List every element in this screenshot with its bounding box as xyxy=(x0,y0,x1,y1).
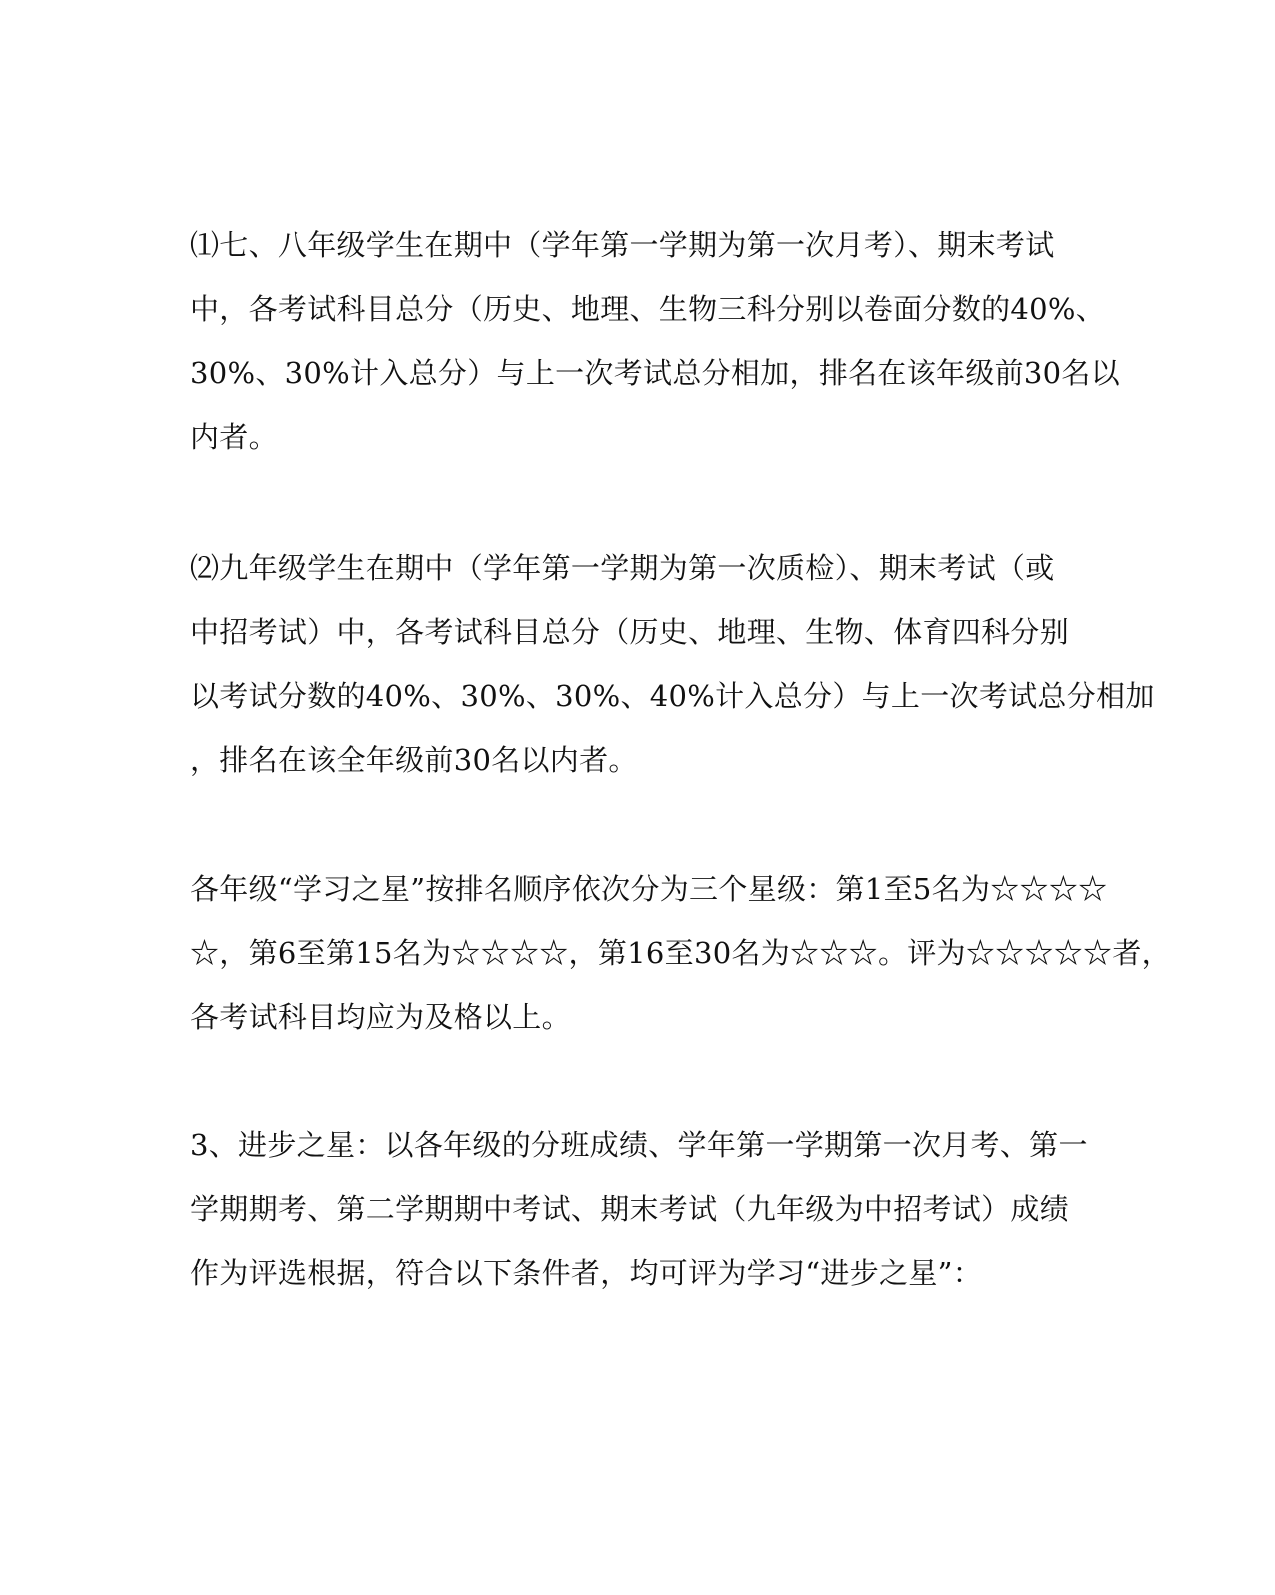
text-line: 3、进步之星：以各年级的分班成绩、学年第一学期第一次月考、第一 xyxy=(190,1128,1088,1162)
text-line: 内者。 xyxy=(190,420,278,454)
text-line: 作为评选根据，符合以下条件者，均可评为学习“进步之星”： xyxy=(190,1256,983,1290)
text-line: ，排名在该全年级前30名以内者。 xyxy=(190,743,638,777)
text-line: 学期期考、第二学期期中考试、期末考试（九年级为中招考试）成绩 xyxy=(190,1192,1070,1226)
paragraph-grade-7-8-criteria xyxy=(190,213,1121,469)
text-line: ☆，第6至第15名为☆☆☆☆，第16至30名为☆☆☆。评为☆☆☆☆☆者， xyxy=(190,936,1171,970)
paragraph-progress-star xyxy=(190,1113,1088,1305)
text-line: 中，各考试科目总分（历史、地理、生物三科分别以卷面分数的40%、 xyxy=(190,292,1106,326)
text-line: 各年级“学习之星”按排名顺序依次分为三个星级：第1至5名为☆☆☆☆ xyxy=(190,872,1108,906)
text-line: ⑴七、八年级学生在期中（学年第一学期为第一次月考）、期末考试 xyxy=(190,228,1055,262)
text-line: 各考试科目均应为及格以上。 xyxy=(190,1000,571,1034)
paragraph-star-levels xyxy=(190,857,1171,1049)
text-line: ⑵九年级学生在期中（学年第一学期为第一次质检）、期末考试（或 xyxy=(190,551,1055,585)
text-line: 30%、30%计入总分）与上一次考试总分相加，排名在该年级前30名以 xyxy=(190,356,1121,390)
paragraph-grade-9-criteria xyxy=(190,536,1155,792)
text-line: 以考试分数的40%、30%、30%、40%计入总分）与上一次考试总分相加 xyxy=(190,679,1155,713)
text-line: 中招考试）中，各考试科目总分（历史、地理、生物、体育四科分别 xyxy=(190,615,1070,649)
